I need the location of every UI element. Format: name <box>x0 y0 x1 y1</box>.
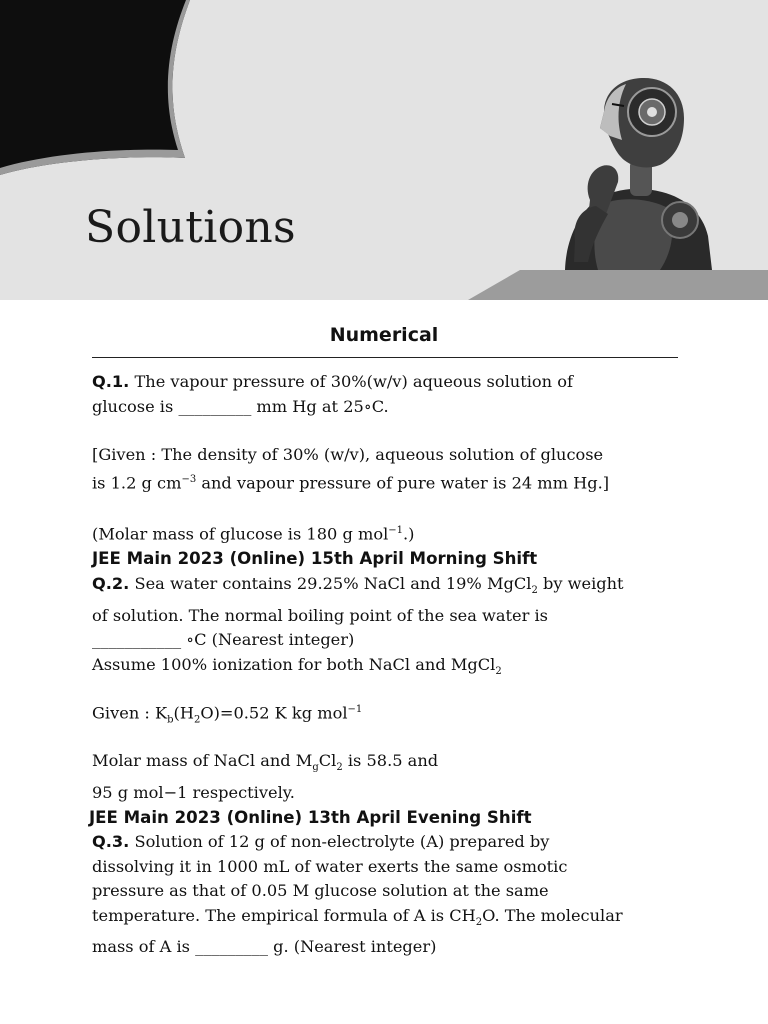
q2-molar-mass-2: 95 g mol−1 respectively. <box>92 783 295 803</box>
q2-exam-shift: JEE Main 2023 (Online) 13th April Evening Shift <box>89 807 532 827</box>
q2-line4: Assume 100% ionization for both NaCl and MgCl$_2$ <box>92 654 502 677</box>
q3-line2: dissolving it in 1000 mL of water exerts the same osmotic <box>92 856 568 876</box>
q2-line1: Q.2. Sea water contains 29.25% NaCl and 19% MgCl$_2$ by weight <box>92 573 624 597</box>
q2-given: Given : $K_b(H_2O)=0.52$ K kg mol$^{-1}$ <box>92 703 363 726</box>
q1-given2: is 1.2 g $cm^{-3}$ and vapour pressure of pure water is 24 mm Hg.] <box>92 472 610 492</box>
q3-number: Q.3. <box>92 832 130 852</box>
q2-line2: of solution. The normal boiling point of the sea water is <box>92 605 548 625</box>
q2-line3: ___________ ∘C (Nearest integer) <box>92 630 355 650</box>
q1-molar-mass: (Molar mass of glucose is 180 g mol$^{-1}$.) <box>92 524 415 544</box>
q2-molar-mass-1: Molar mass of NaCl and $M_gCl_2$ is 58.5 and <box>92 751 439 774</box>
header-decoration <box>0 0 768 300</box>
q1-exam-shift: JEE Main 2023 (Online) 15th April Morning Shift <box>92 549 538 569</box>
q1-number: Q.1. <box>92 372 130 391</box>
q1-line2: glucose is _________ mm Hg at 25∘C. <box>92 396 389 416</box>
robot-thinker-illustration <box>565 78 712 270</box>
q3-line1: Q.3. Solution of 12 g of non-electrolyte (A) prepared by <box>92 832 550 852</box>
black-corner-shape <box>0 0 190 175</box>
questions-content <box>89 370 692 960</box>
heading-divider <box>92 357 678 358</box>
q3-line4: temperature. The empirical formula of A is $CH_2O$. The molecular <box>92 905 623 928</box>
header-banner <box>0 0 768 300</box>
q2-number: Q.2. <box>92 573 130 593</box>
q3-line3: pressure as that of 0.05 M glucose solution at the same <box>92 881 549 901</box>
section-heading: Numerical <box>329 324 439 346</box>
gray-floor-shape <box>468 270 768 300</box>
q1-given1: [Given : The density of 30% (w/v), aqueous solution of glucose <box>92 445 604 464</box>
page-title: Solutions <box>85 202 296 253</box>
q1-line1: Q.1. The vapour pressure of 30%(w/v) aqueous solution of <box>92 372 573 391</box>
q3-line5: mass of A is _________ g. (Nearest integer) <box>92 937 437 957</box>
